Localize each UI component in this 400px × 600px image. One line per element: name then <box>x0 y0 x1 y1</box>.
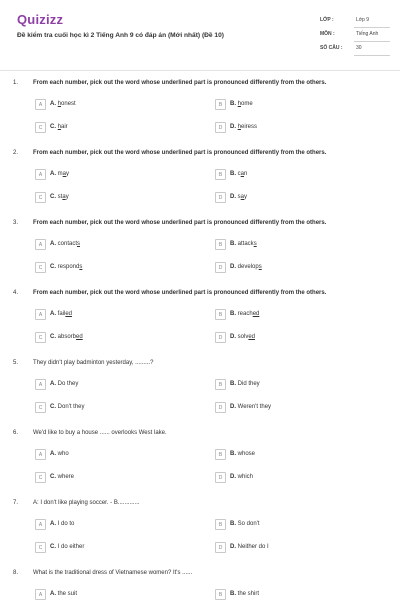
meta-subject <box>320 28 390 42</box>
question-text: From each number, pick out the word whose underlined part is pronounced differently from the others. <box>33 80 327 86</box>
option-label: C. <box>50 264 56 270</box>
option-letter-box[interactable]: A <box>35 589 46 600</box>
option-label: A. <box>50 241 56 247</box>
option-word-prefix: I do to <box>56 521 75 527</box>
option-text <box>230 521 260 527</box>
option-letter-box[interactable]: C <box>35 402 46 413</box>
option-label: A. <box>50 591 56 597</box>
worksheet-header <box>0 0 400 64</box>
option-text <box>230 404 271 410</box>
option-letter-box[interactable]: B <box>215 239 226 250</box>
option-word-prefix: Neither do I <box>236 544 269 550</box>
worksheet-title: Đề kiểm tra cuối học kì 2 Tiếng Anh 9 có đáp án (Mới nhất) (Đề 10) <box>17 32 224 39</box>
option-word-prefix: contact <box>56 241 78 247</box>
option-text <box>50 171 69 177</box>
meta-label: MÔN : <box>320 31 335 37</box>
option-text <box>50 194 69 200</box>
meta-underline <box>354 55 390 56</box>
option-text <box>50 124 68 130</box>
option-letter-box[interactable]: D <box>215 192 226 203</box>
option-underlined-part: s <box>79 264 83 270</box>
option-underlined-part: ed <box>252 311 260 317</box>
option-text <box>230 311 259 317</box>
option-label: B. <box>230 311 236 317</box>
option-text <box>230 171 247 177</box>
option-word-prefix: Don't they <box>56 404 85 410</box>
option-label: C. <box>50 544 56 550</box>
meta-question-count <box>320 42 390 56</box>
option-letter-box[interactable]: C <box>35 262 46 273</box>
meta-label: SỐ CÂU : <box>320 45 343 51</box>
option-word-prefix: I do either <box>56 544 85 550</box>
option-word-suffix: ome <box>241 101 253 107</box>
option-underlined-part: h <box>237 101 242 107</box>
option-word-prefix: develop <box>236 264 259 270</box>
option-underlined-part: ed <box>76 334 83 340</box>
question-number: 1. <box>13 80 19 86</box>
option-label: D. <box>230 544 236 550</box>
option-text <box>50 451 69 457</box>
option-word-prefix: c <box>236 171 241 177</box>
option-underlined-part: a <box>62 171 67 177</box>
option-text <box>230 591 259 597</box>
option-word-prefix: fail <box>56 311 66 317</box>
option-text <box>50 381 78 387</box>
question-text: From each number, pick out the word whose underlined part is pronounced differently from the others. <box>33 150 327 156</box>
option-word-prefix: So don't <box>236 521 260 527</box>
question-number: 6. <box>13 430 19 436</box>
option-label: B. <box>230 101 236 107</box>
option-letter-box[interactable]: C <box>35 192 46 203</box>
option-letter-box[interactable]: B <box>215 589 226 600</box>
option-letter-box[interactable]: B <box>215 379 226 390</box>
option-underlined-part: h <box>57 124 62 130</box>
option-label: B. <box>230 171 236 177</box>
option-label: D. <box>230 474 236 480</box>
option-word-suffix: n <box>244 171 248 177</box>
option-word-prefix: Did they <box>236 381 260 387</box>
option-letter-box[interactable]: B <box>215 169 226 180</box>
option-word-prefix: respond <box>56 264 80 270</box>
question-item <box>0 220 400 290</box>
header-divider <box>0 70 400 71</box>
option-label: A. <box>50 381 56 387</box>
question-text: From each number, pick out the word whose underlined part is pronounced differently from the others. <box>33 220 327 226</box>
question-text: We'd like to buy a house ...... overlooks West lake. <box>33 430 167 436</box>
option-word-suffix: air <box>61 124 68 130</box>
option-letter-box[interactable]: D <box>215 262 226 273</box>
question-text: They didn't play badminton yesterday, .........? <box>33 360 154 366</box>
option-label: B. <box>230 591 236 597</box>
option-word-prefix: st <box>56 194 63 200</box>
question-number: 8. <box>13 570 19 576</box>
option-underlined-part: a <box>62 194 66 200</box>
option-text <box>50 404 85 410</box>
option-letter-box[interactable]: C <box>35 542 46 553</box>
option-text <box>230 101 253 107</box>
question-number: 5. <box>13 360 19 366</box>
option-underlined-part: ed <box>248 334 256 340</box>
question-text: What is the traditional dress of Vietnamese women? It's ...... <box>33 570 193 576</box>
option-label: B. <box>230 451 236 457</box>
option-word-suffix: eiress <box>241 124 258 130</box>
option-text <box>50 521 74 527</box>
option-letter-box[interactable]: D <box>215 332 226 343</box>
option-underlined-part: h <box>57 101 62 107</box>
option-label: B. <box>230 381 236 387</box>
meta-value: Tiếng Anh <box>356 31 379 37</box>
option-label: A. <box>50 451 56 457</box>
option-text <box>230 124 257 130</box>
option-letter-box[interactable]: A <box>35 519 46 530</box>
option-word-suffix: onest <box>61 101 76 107</box>
option-word-prefix: reach <box>236 311 253 317</box>
option-word-prefix: where <box>56 474 75 480</box>
option-word-prefix: which <box>236 474 254 480</box>
option-label: C. <box>50 404 56 410</box>
quizizz-logo: Quizizz <box>17 12 64 27</box>
option-letter-box[interactable]: A <box>35 169 46 180</box>
option-letter-box[interactable]: A <box>35 449 46 460</box>
meta-value: 30 <box>356 45 362 51</box>
question-item <box>0 290 400 360</box>
option-word-prefix: Weren't they <box>236 404 272 410</box>
option-label: A. <box>50 311 56 317</box>
question-item <box>0 360 400 430</box>
option-letter-box[interactable]: D <box>215 542 226 553</box>
option-label: C. <box>50 124 56 130</box>
question-number: 4. <box>13 290 19 296</box>
option-letter-box[interactable]: C <box>35 472 46 483</box>
option-underlined-part: ed <box>65 311 73 317</box>
option-letter-box[interactable]: C <box>35 122 46 133</box>
option-underlined-part: a <box>240 171 245 177</box>
option-text <box>230 241 257 247</box>
option-label: C. <box>50 334 56 340</box>
option-letter-box[interactable]: D <box>215 472 226 483</box>
option-label: C. <box>50 474 56 480</box>
option-underlined-part: a <box>240 194 245 200</box>
option-text <box>230 194 247 200</box>
option-label: B. <box>230 241 236 247</box>
option-label: D. <box>230 264 236 270</box>
option-text <box>230 334 255 340</box>
option-word-suffix: y <box>65 194 69 200</box>
option-text <box>50 101 76 107</box>
option-underlined-part: s <box>258 264 262 270</box>
option-word-prefix: the suit <box>56 591 78 597</box>
option-label: A. <box>50 171 56 177</box>
meta-class <box>320 14 390 28</box>
option-underlined-part: s <box>77 241 81 247</box>
option-word-prefix: Do they <box>56 381 79 387</box>
option-letter-box[interactable]: B <box>215 99 226 110</box>
meta-label: LỚP : <box>320 17 334 23</box>
option-letter-box[interactable]: A <box>35 99 46 110</box>
option-letter-box[interactable]: C <box>35 332 46 343</box>
option-text <box>230 544 269 550</box>
option-word-prefix: absorb <box>56 334 77 340</box>
option-text <box>50 474 74 480</box>
option-text <box>230 474 253 480</box>
option-letter-box[interactable]: A <box>35 309 46 320</box>
option-label: A. <box>50 101 56 107</box>
option-letter-box[interactable]: D <box>215 122 226 133</box>
option-word-prefix: the shirt <box>236 591 260 597</box>
option-word-prefix: attack <box>236 241 254 247</box>
option-label: D. <box>230 334 236 340</box>
option-word-prefix: who <box>56 451 69 457</box>
option-word-prefix: s <box>236 194 241 200</box>
option-text <box>50 544 84 550</box>
option-letter-box[interactable]: B <box>215 309 226 320</box>
question-number: 3. <box>13 220 19 226</box>
option-text <box>50 264 82 270</box>
question-text: From each number, pick out the word whose underlined part is pronounced differently from the others. <box>33 290 327 296</box>
option-label: B. <box>230 521 236 527</box>
option-label: D. <box>230 404 236 410</box>
option-label: A. <box>50 521 56 527</box>
option-underlined-part: s <box>253 241 257 247</box>
question-item <box>0 500 400 570</box>
option-word-suffix: y <box>66 171 70 177</box>
option-letter-box[interactable]: B <box>215 449 226 460</box>
question-item <box>0 430 400 500</box>
option-letter-box[interactable]: A <box>35 239 46 250</box>
option-letter-box[interactable]: B <box>215 519 226 530</box>
option-text <box>50 311 72 317</box>
question-item <box>0 150 400 220</box>
option-word-prefix: m <box>56 171 63 177</box>
option-underlined-part: h <box>237 124 242 130</box>
option-label: C. <box>50 194 56 200</box>
option-text <box>230 264 262 270</box>
option-text <box>230 381 260 387</box>
question-item <box>0 80 400 150</box>
meta-value: Lớp 9 <box>356 17 370 23</box>
question-text: A: I don't like playing soccer. - B............. <box>33 500 140 506</box>
option-letter-box[interactable]: A <box>35 379 46 390</box>
option-word-prefix: solv <box>236 334 249 340</box>
option-label: D. <box>230 194 236 200</box>
option-word-prefix: whose <box>236 451 256 457</box>
option-word-suffix: y <box>244 194 248 200</box>
option-text <box>50 334 83 340</box>
question-item <box>0 570 400 600</box>
question-number: 7. <box>13 500 19 506</box>
option-text <box>50 241 80 247</box>
option-text <box>230 451 255 457</box>
question-number: 2. <box>13 150 19 156</box>
option-letter-box[interactable]: D <box>215 402 226 413</box>
option-text <box>50 591 77 597</box>
option-label: D. <box>230 124 236 130</box>
